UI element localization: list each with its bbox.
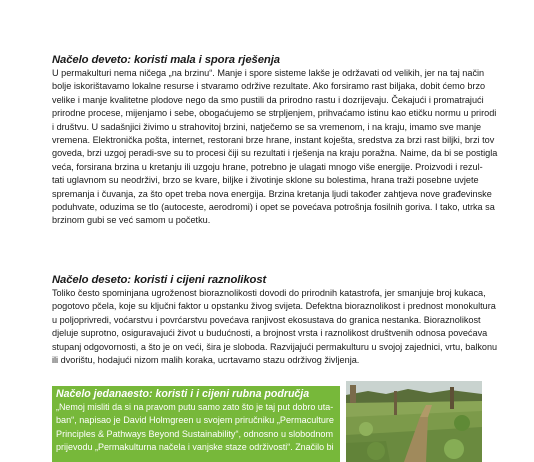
paragraph-line: u poljoprivredi, voćarstvu i povrćarstvu povećava ranjivost ekosustava do granica nestanka. Bioraznolikost <box>52 314 481 325</box>
principle-ten-heading: Načelo deseto: koristi i cijeni raznolikost <box>52 274 267 286</box>
paragraph-line: prijevodu „Permakulturna načela i vanjske staze održivosti“. Značilo bi <box>56 441 334 452</box>
paragraph-line: velike i manje kvalitetne plodove nego da smo pustili da prirodno rastu i dozrijevaju. Čekajući i promatrajući <box>52 94 484 105</box>
paragraph-line: ili dvorištu, hodajući nizom malih koraka, ucrtavamo stazu održivog življenja. <box>52 355 360 366</box>
paragraph-line: goveda, brzi uzgoj peradi-sve su to procesi čiji su rezultati i rješenja na kraju poražna. Naime, da bi se postigla <box>52 148 498 159</box>
paragraph-line: i društvu. U sadašnjici živimo u strahovitoj brzini, natječemo se sa vremenom, i na kraju, imamo sve manje <box>52 121 482 132</box>
principle-eleven-heading: Načelo jedanaesto: koristi i i cijeni rubna područja <box>56 388 310 400</box>
paragraph-line: vremena. Elektronička pošta, internet, restorani brze hrane, instant koješta, sredstva za brzi rast biljki, brzi tov <box>52 135 495 146</box>
paragraph-line: spremanja i čuvanja, za što opet treba nova energija. Brzina kretanja ljudi također zahtjeva nove građevinske <box>52 188 492 199</box>
paragraph-line: Toliko često spominjana ugroženost bioraznolikosti dovodi do prirodnih katastrofa, jer smanjuje broj kukaca, <box>52 288 486 298</box>
paragraph-line: Principles & Pathways Beyond Sustainability“, odnosno u slobodnom <box>56 428 334 439</box>
principle-ten-paragraph <box>52 287 498 367</box>
principle-eleven-paragraph <box>52 401 340 454</box>
paragraph-line: tati uglavnom su neodrživi, brzo se kvare, biljke i životinje sklone su bolestima, hrana traži posebne uvjete <box>52 175 479 186</box>
paragraph-line: pogotovo pčela, koje su ključni faktor u opstanku živog svijeta. Defektna bioraznolikost i prednost monokultura <box>52 301 496 312</box>
paragraph-line: poduhvate, oduzima se tlo (autoceste, aerodromi) i opet se povećava potrošnja fosilnih goriva. I tako, utrka sa <box>52 202 495 213</box>
paragraph-line: „Nemoj misliti da si na pravom putu samo zato što je taj put dobro uta- <box>56 402 334 412</box>
paragraph-line: djeluje suprotno, osiguravajući život u budućnosti, a brojnost vrsta i raznolikost društvenih odnosa povećava <box>52 328 488 339</box>
principle-nine-section <box>52 53 498 228</box>
paragraph-line: prirodne procese, mijenjamo i sebe, obogaćujemo se strpljenjem, prihvaćamo istinu kao etičku normu u prirodi <box>52 108 497 119</box>
paragraph-line: brzinom gubi se već samom u početku. <box>52 215 211 226</box>
paragraph-line: U permakulturi nema ničega „na brzinu“. Manje i spore sisteme lakše je održavati od velikih, jer na taj način <box>52 68 485 78</box>
garden-photo <box>346 381 482 462</box>
paragraph-line: ban“, napisao je David Holmgreen u svojem priručniku „Permaculture <box>56 415 334 426</box>
principle-eleven-box <box>52 386 340 462</box>
paragraph-line: bolje iskorištavamo lokalne resurse i stvaramo održive rezultate. Ako forsiramo rast biljaka, dobit ćemo brzo <box>52 81 486 92</box>
principle-ten-section <box>52 273 498 367</box>
paragraph-line: veća, forsirana brzina u kretanju ili uzgoju hrane, potrebno je ulagati mnogo više energije. Proizvodi i rezul- <box>52 161 483 172</box>
paragraph-line: stupanj odgovornosti, a što je on veći, šira je sloboda. Razvijajući permakulturu u svojoj zajednici, vrtu, balkonu <box>52 341 498 352</box>
principle-nine-heading: Načelo deveto: koristi mala i spora rješenja <box>52 54 280 66</box>
principle-nine-paragraph <box>52 67 498 228</box>
